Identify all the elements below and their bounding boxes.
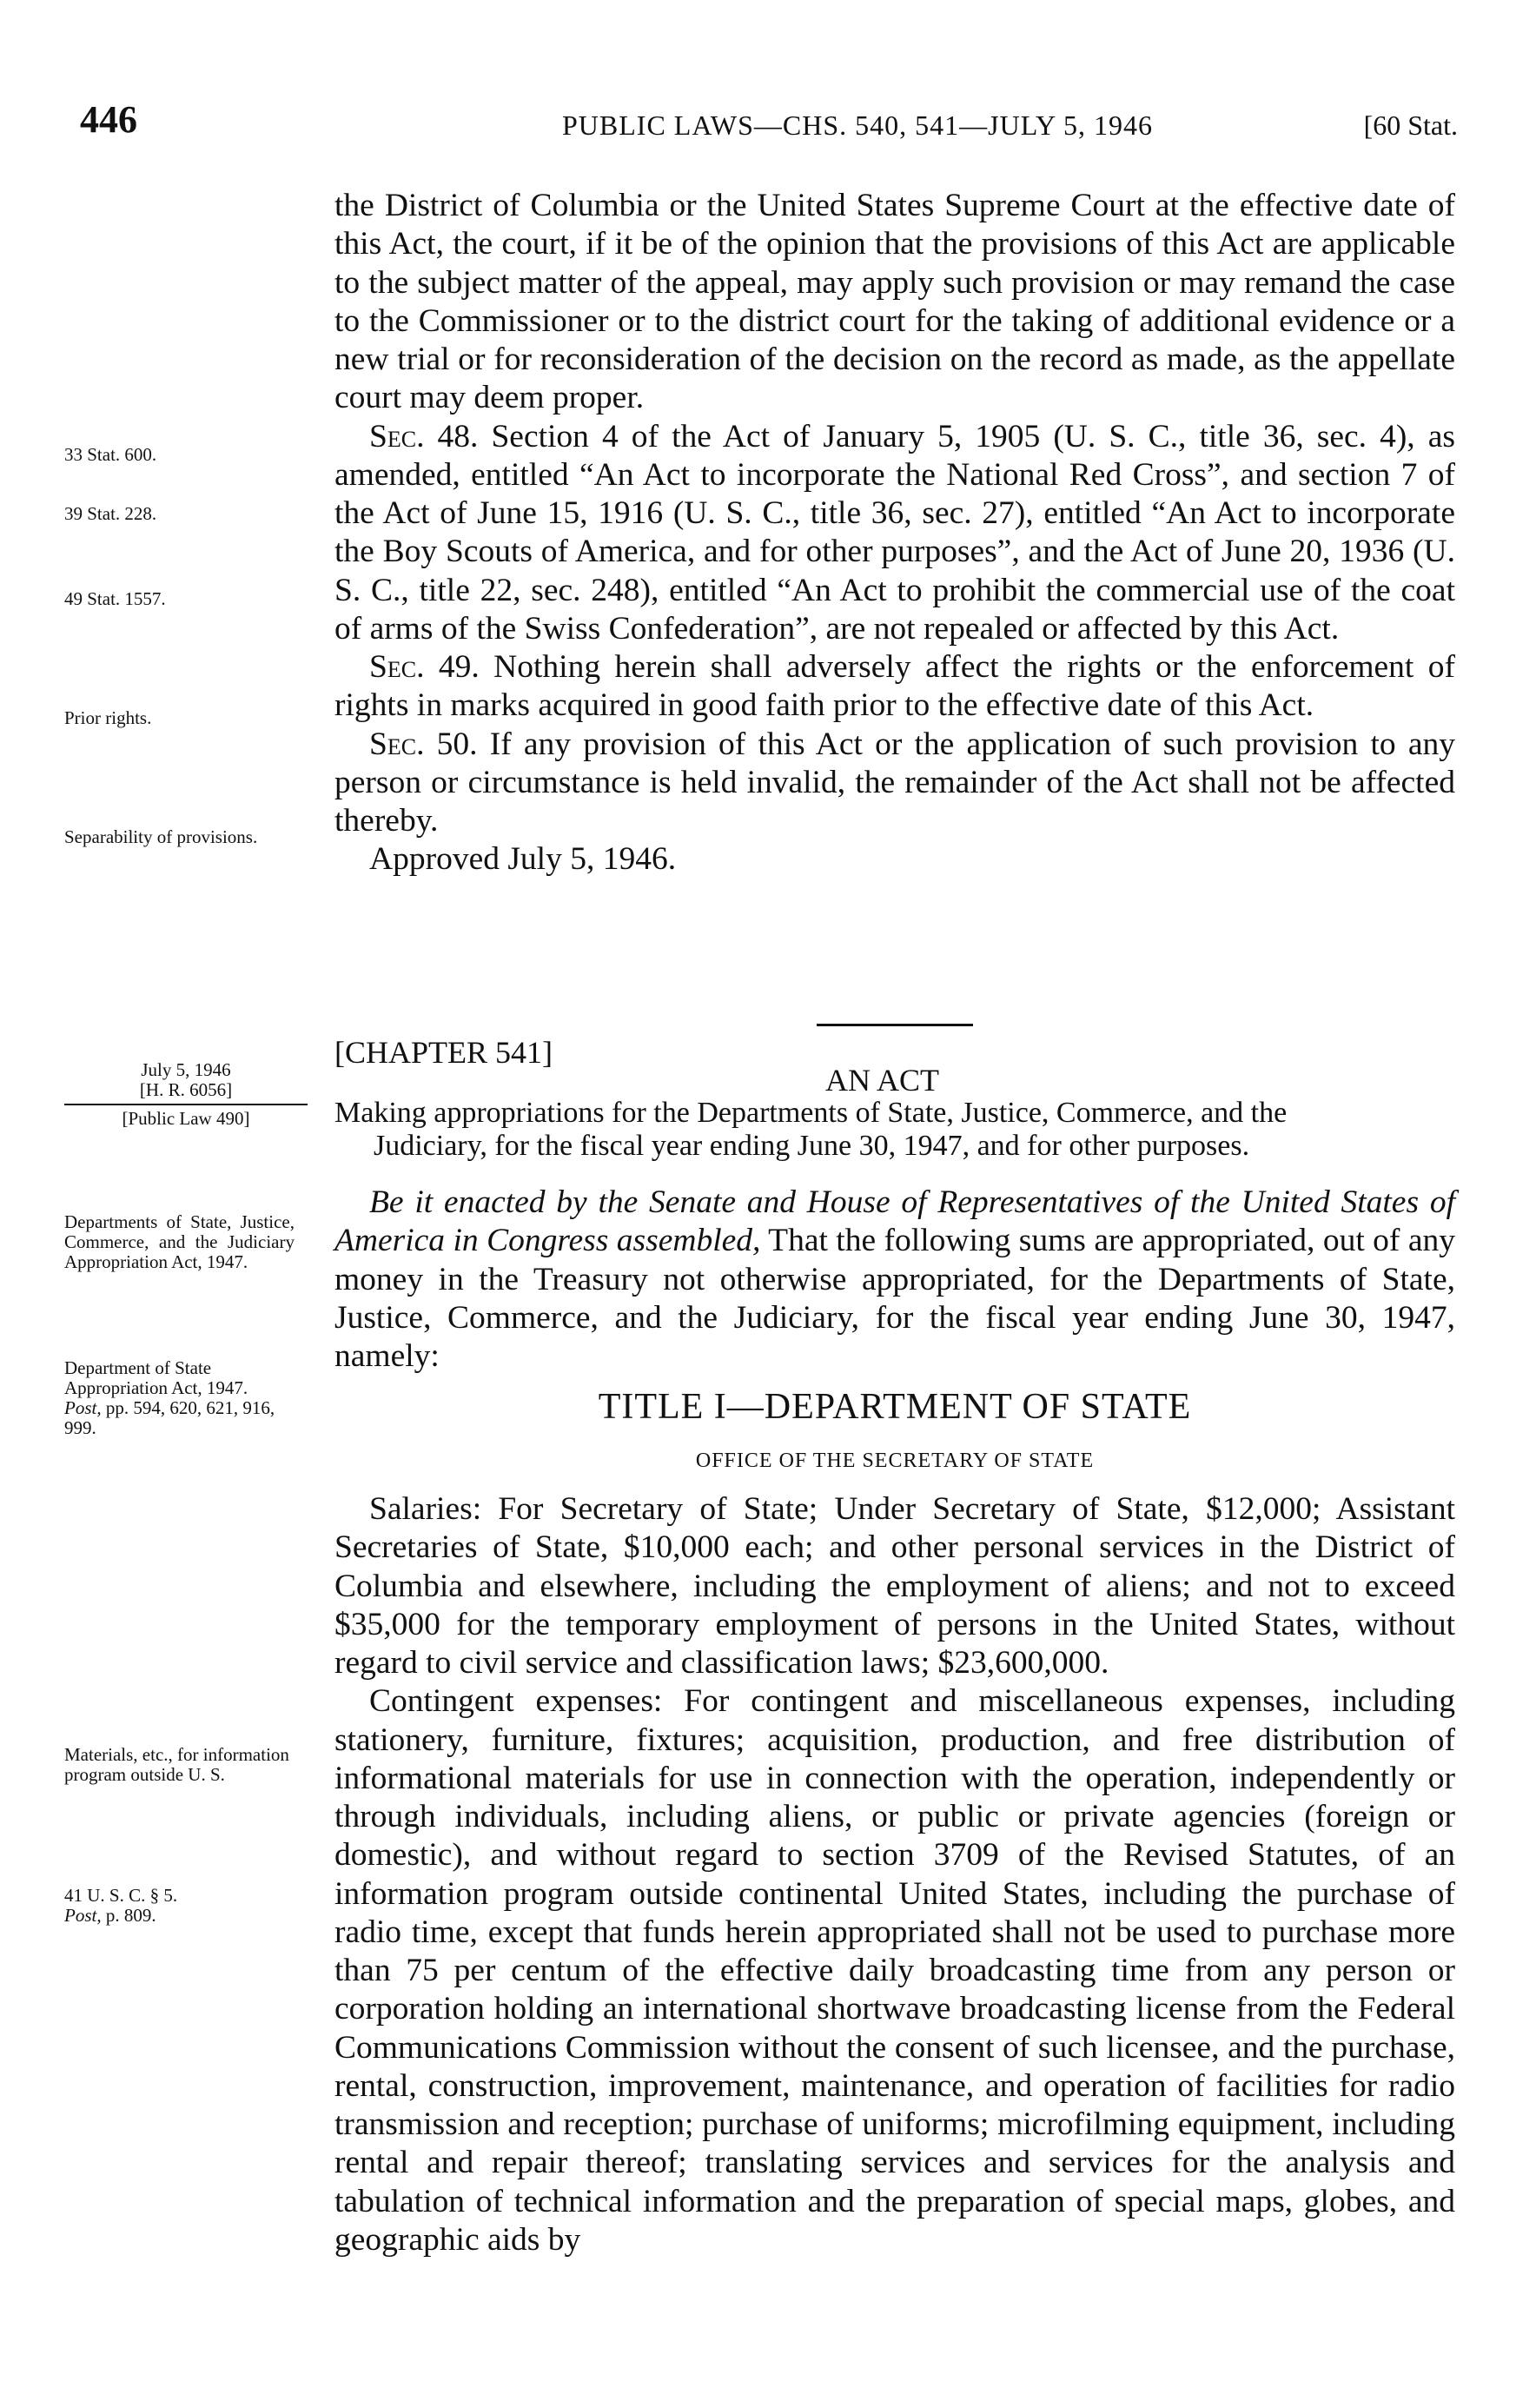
- section-48-text: Section 4 of the Act of January 5, 1905 (U. S. C., title 36, sec. 4), as amended, entitled “An Act to incorporate the National Red Cross”, and section 7 of the Act of June 15, 1916 (U. S. C., title 36, sec. 27), entitled “An Act to incorporate the Boy Scouts of America, and for other purposes”, and the Act of June 20, 1936 (U. S. C., title 22, sec. 248), entitled “An Act to prohibit the commercial use of the coat of arms of the Swiss Confederation”, are not repealed or affected by this Act.: [334, 418, 1455, 647]
- act-description: [334, 1097, 1455, 1163]
- contingent-paragraph: Contingent expenses: For contingent and miscellaneous expenses, including stationery, furniture, fixtures; acquisition, production, and free distribution of informational materials for use in connection with the operation, independently or through individuals, including aliens, or public or private agencies (foreign or domestic), and without regard to section 3709 of the Revised Statutes, of an information program outside continental United States, including the purchase of radio time, except that funds herein appropriated shall not be used to purchase more than 75 per centum of the effective daily broadcasting time from any person or corporation holding an international shortwave broadcasting license from the Federal Communications Commission without the consent of such licensee, and the purchase, rental, construction, improvement, maintenance, and operation of facilities for radio transmission and reception; purchase of uniforms; microfilming equipment, including rental and repair thereof; translating services and services for the analysis and tabulation of technical information and the preparation of special maps, globes, and geographic aids by: [334, 1683, 1455, 2258]
- title-heading: TITLE I—DEPARTMENT OF STATE: [598, 1387, 1192, 1427]
- margin-note-dept-state: [64, 1358, 299, 1438]
- section-49-text: Nothing herein shall adversely affect the rights or the enforcement of rights in marks acquired in good faith prior to the effective date of this Act.: [334, 649, 1455, 724]
- enacting-clause: [334, 1184, 1455, 1376]
- margin-note-prior-rights: Prior rights.: [64, 707, 152, 728]
- salaries-paragraph: Salaries: For Secretary of State; Under Secretary of State, $12,000; Assistant Secretaries of State, $10,000 each; and other personal services in the District of Columbia and elsewhere, including the employment of aliens; and not to exceed $35,000 for the temporary employment of persons in the United States, without regard to civil service and classification laws; $23,600,000.: [334, 1491, 1455, 1681]
- chapter-label: [CHAPTER 541]: [334, 1035, 553, 1070]
- body-top: [334, 187, 1455, 879]
- section-50-text: If any provision of this Act or the application of such provision to any person or circumstance is held invalid, the remainder of the Act shall not be affected thereby.: [334, 726, 1455, 839]
- margin-note-materials: Materials, etc., for information program outside U. S.: [64, 1744, 289, 1786]
- margin-note-stat228: 39 Stat. 228.: [64, 503, 157, 524]
- running-title: PUBLIC LAWS—CHS. 540, 541—JULY 5, 1946: [562, 109, 1153, 141]
- margin-note-usc: [64, 1886, 303, 1926]
- margin-post2-refs: p. 809.: [105, 1905, 156, 1927]
- enacting-text: That the following sums are appropriated, out of any money in the Treasury not otherwise appropriated, for the Departments of State, Justice, Commerce, and the Judiciary, for the fiscal year ending June 30, 1947, namely:: [334, 1223, 1455, 1374]
- margin-date: July 5, 1946: [141, 1059, 231, 1080]
- margin-dept-state-text: Department of State Appropriation Act, 1947.: [64, 1357, 248, 1399]
- act-description-line1: Making appropriations for the Departments of State, Justice, Commerce, and the: [334, 1097, 1288, 1129]
- volume-reference: [60 Stat.: [1363, 109, 1458, 141]
- section-49: [334, 648, 1455, 726]
- margin-bill-info: [64, 1060, 308, 1129]
- office-heading: OFFICE OF THE SECRETARY OF STATE: [695, 1449, 1095, 1472]
- section-48: [334, 418, 1455, 649]
- margin-public-law: [Public Law 490]: [122, 1108, 250, 1130]
- margin-post2-label: Post,: [64, 1905, 102, 1927]
- margin-usc-text: 41 U. S. C. § 5.: [64, 1885, 178, 1906]
- section-48-label: Sec. 48.: [369, 418, 479, 454]
- margin-note-separability: Separability of provisions.: [64, 826, 258, 847]
- section-50-label: Sec. 50.: [369, 726, 478, 762]
- section-50: [334, 726, 1455, 841]
- approved-line: Approved July 5, 1946.: [369, 841, 677, 878]
- page-header: [80, 97, 1458, 149]
- margin-note-stat1557: 49 Stat. 1557.: [64, 588, 166, 609]
- continuation-paragraph: the District of Columbia or the United States Supreme Court at the effective date of this Act, the court, if it be of the opinion that the provisions of this Act are applicable to the subject matter of the appeal, may apply such provision or may remand the case to the Commissioner or to the district court for the taking of additional evidence or a new trial or for reconsideration of the decision on the record as made, as the appellate court may deem proper.: [334, 188, 1455, 416]
- act-description-line2: Judiciary, for the fiscal year ending June 30, 1947, and for other purposes.: [374, 1130, 1250, 1163]
- margin-post-refs: pp. 594, 620, 621, 916, 999.: [64, 1397, 275, 1439]
- margin-post-label: Post,: [64, 1397, 102, 1419]
- margin-hr-number: [H. R. 6056]: [139, 1079, 233, 1101]
- margin-note-departments: Departments of State, Justice, Commerce, and the Judiciary Appropriation Act, 1947.: [64, 1211, 295, 1273]
- margin-note-stat600: 33 Stat. 600.: [64, 444, 157, 465]
- an-act-heading: AN ACT: [825, 1063, 940, 1098]
- margin-rule: [64, 1104, 308, 1105]
- page-number: 446: [80, 98, 137, 141]
- body-title-i: [334, 1490, 1455, 2259]
- enacting-italic: Be it enacted by the Senate and House of Representatives of the United States of America in Congress assembled,: [334, 1184, 1455, 1259]
- section-divider-rule: [817, 1024, 973, 1026]
- section-49-label: Sec. 49.: [369, 649, 480, 685]
